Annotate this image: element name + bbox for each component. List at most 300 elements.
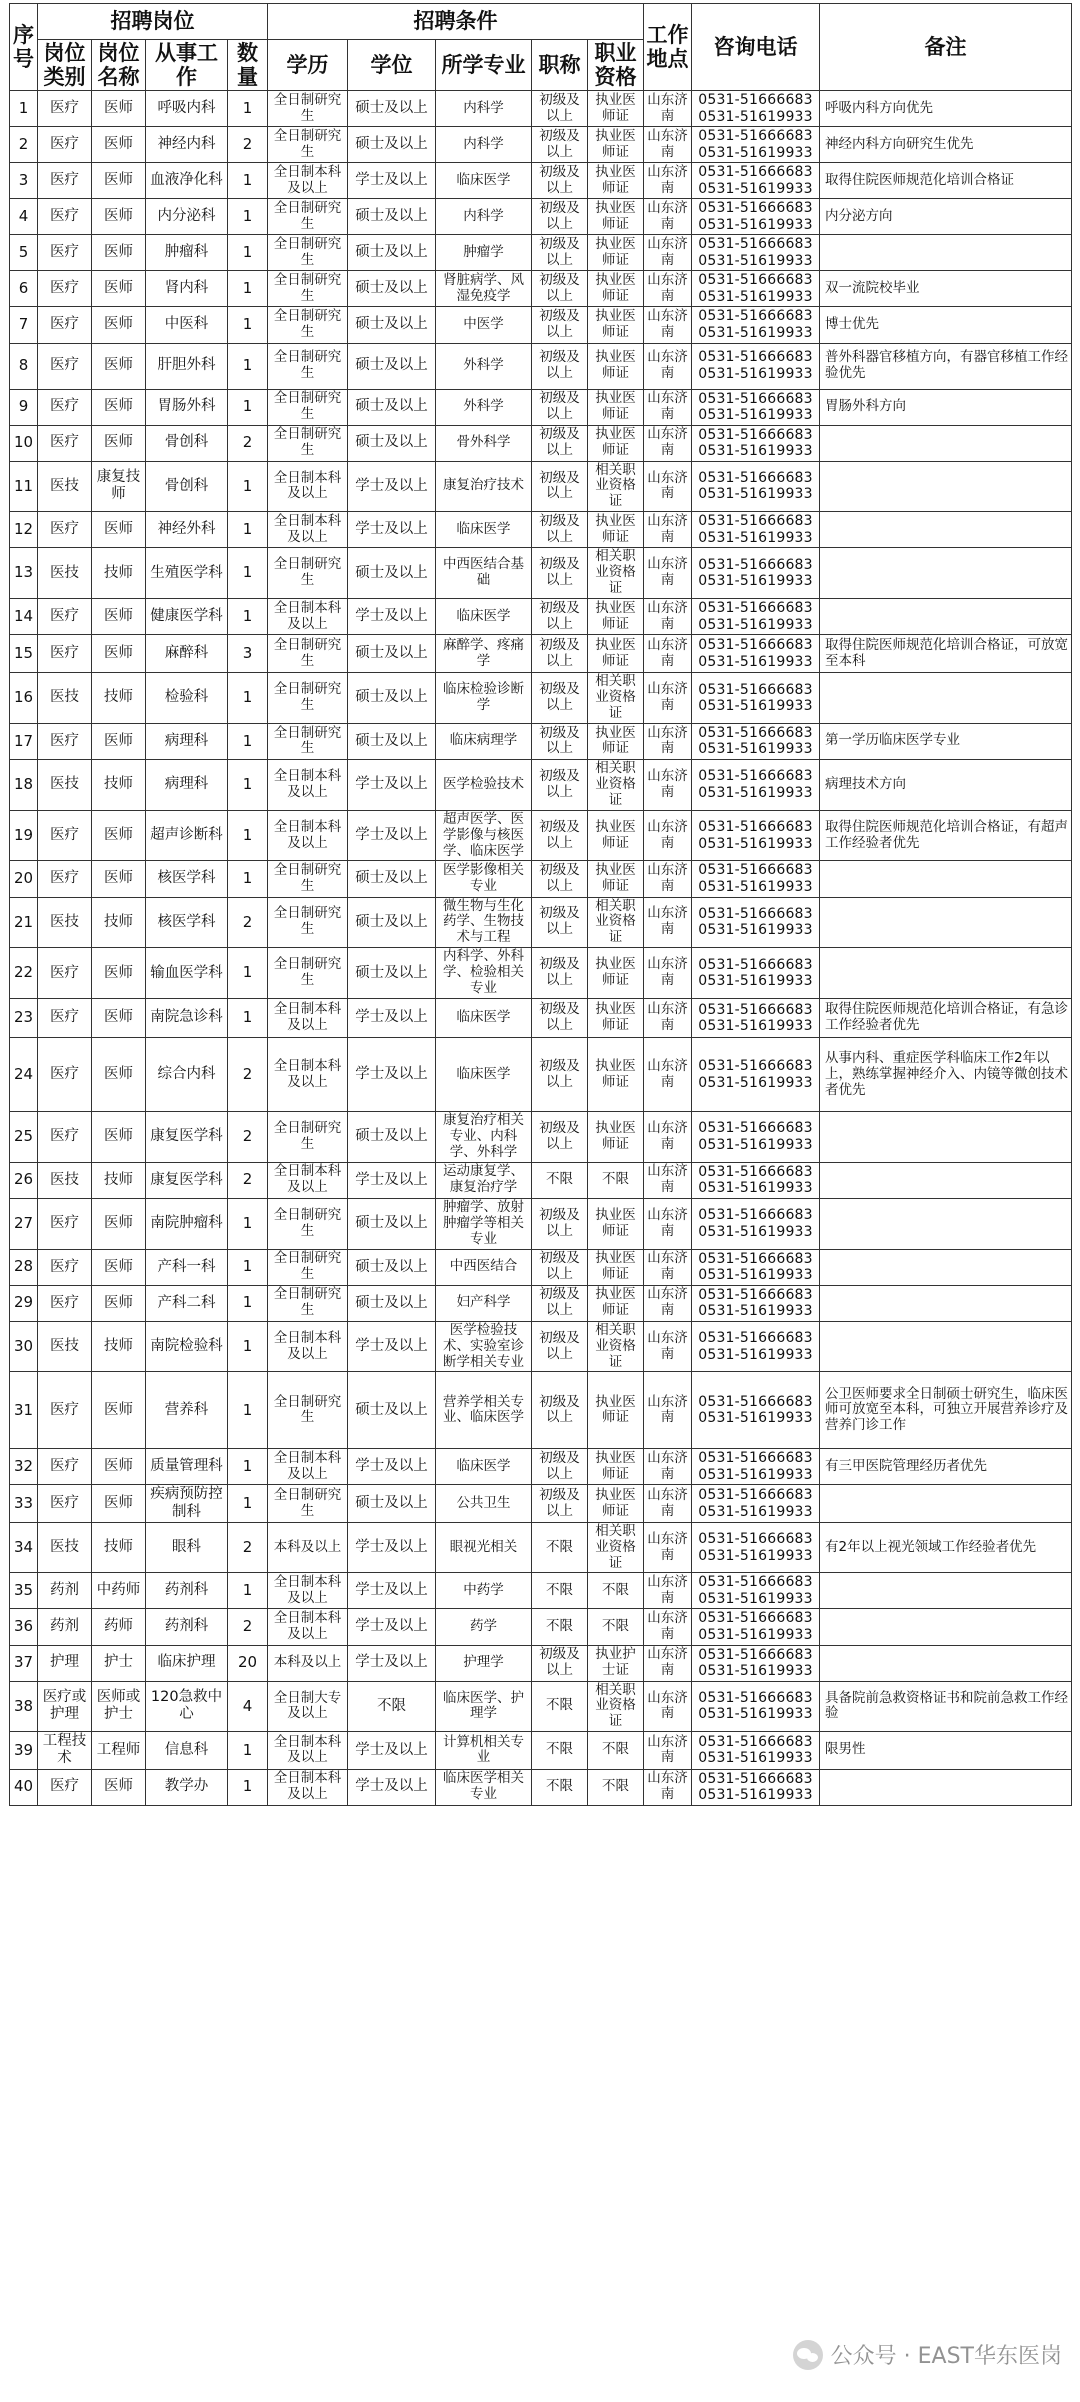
cell-edu: 全日制本科及以上 — [268, 759, 348, 810]
cell-degree: 硕士及以上 — [348, 235, 436, 271]
cell-category: 护理 — [38, 1645, 92, 1681]
cell-major: 护理学 — [436, 1645, 532, 1681]
cell-degree: 学士及以上 — [348, 759, 436, 810]
cell-post: 医师 — [92, 1249, 146, 1285]
cell-major: 中药学 — [436, 1573, 532, 1609]
cell-degree: 学士及以上 — [348, 1769, 436, 1805]
cell-edu: 全日制研究生 — [268, 127, 348, 163]
cell-edu: 全日制大专及以上 — [268, 1681, 348, 1732]
cell-seq: 25 — [10, 1112, 38, 1163]
cell-cert: 执业医师证 — [588, 389, 644, 425]
phone-line: 0531-51666683 — [698, 308, 813, 325]
cell-note — [820, 1249, 1072, 1285]
table-row — [10, 810, 1072, 861]
header-degree: 学位 — [348, 40, 436, 91]
cell-note — [820, 599, 1072, 635]
cell-count: 1 — [228, 163, 268, 199]
cell-title: 不限 — [532, 1769, 588, 1805]
cell-seq: 18 — [10, 759, 38, 810]
cell-count: 1 — [228, 1485, 268, 1522]
cell-location: 山东济南 — [644, 1522, 692, 1573]
cell-major: 眼视光相关 — [436, 1522, 532, 1573]
cell-title: 初级及以上 — [532, 635, 588, 673]
phone-line: 0531-51666683 — [698, 1689, 813, 1706]
phone-line: 0531-51666683 — [698, 200, 813, 217]
cell-count: 1 — [228, 1249, 268, 1285]
cell-major: 麻醉学、疼痛学 — [436, 635, 532, 673]
cell-dept: 康复医学科 — [146, 1112, 228, 1163]
phone-line: 0531-51619933 — [698, 1410, 813, 1427]
cell-note: 取得住院医师规范化培训合格证，有急诊工作经验者优先 — [820, 999, 1072, 1038]
table-row — [10, 1769, 1072, 1805]
cell-category: 医疗 — [38, 1112, 92, 1163]
cell-location: 山东济南 — [644, 1285, 692, 1321]
header-note: 备注 — [820, 4, 1072, 91]
cell-degree: 学士及以上 — [348, 599, 436, 635]
cell-dept: 核医学科 — [146, 861, 228, 897]
cell-location: 山东济南 — [644, 548, 692, 599]
cell-phone — [692, 673, 820, 724]
cell-degree: 学士及以上 — [348, 999, 436, 1038]
cell-seq: 16 — [10, 673, 38, 724]
cell-major: 公共卫生 — [436, 1485, 532, 1522]
cell-category: 医疗 — [38, 948, 92, 999]
phone-line: 0531-51619933 — [698, 922, 813, 939]
phone-line: 0531-51666683 — [698, 1393, 813, 1410]
cell-phone — [692, 1162, 820, 1198]
phone-line: 0531-51619933 — [698, 1223, 813, 1240]
cell-seq: 8 — [10, 343, 38, 389]
cell-seq: 11 — [10, 461, 38, 512]
cell-category: 医技 — [38, 1522, 92, 1573]
cell-note: 从事内科、重症医学科临床工作2年以上，熟练掌握神经介入、内镜等微创技术者优先 — [820, 1038, 1072, 1112]
cell-cert: 执业医师证 — [588, 1112, 644, 1163]
phone-line: 0531-51666683 — [698, 426, 813, 443]
cell-post: 医师或护士 — [92, 1681, 146, 1732]
phone-line: 0531-51666683 — [698, 1450, 813, 1467]
header-major: 所学专业 — [436, 40, 532, 91]
cell-edu: 全日制本科及以上 — [268, 1769, 348, 1805]
cell-note: 取得住院医师规范化培训合格证，可放宽至本科 — [820, 635, 1072, 673]
cell-edu: 本科及以上 — [268, 1645, 348, 1681]
cell-dept: 病理科 — [146, 759, 228, 810]
header-post-name: 岗位名称 — [92, 40, 146, 91]
cell-title: 初级及以上 — [532, 461, 588, 512]
cell-count: 2 — [228, 1609, 268, 1645]
cell-category: 医疗 — [38, 810, 92, 861]
phone-line: 0531-51666683 — [698, 1487, 813, 1504]
phone-line: 0531-51666683 — [698, 164, 813, 181]
cell-note: 病理技术方向 — [820, 759, 1072, 810]
cell-phone — [692, 599, 820, 635]
cell-note: 具备院前急救资格证书和院前急救工作经验 — [820, 1681, 1072, 1732]
table-row — [10, 861, 1072, 897]
cell-dept: 检验科 — [146, 673, 228, 724]
cell-note: 双一流院校毕业 — [820, 271, 1072, 307]
cell-category: 医疗 — [38, 999, 92, 1038]
cell-title: 初级及以上 — [532, 810, 588, 861]
cell-phone — [692, 548, 820, 599]
phone-line: 0531-51619933 — [698, 1303, 813, 1320]
cell-category: 医疗 — [38, 861, 92, 897]
cell-degree: 学士及以上 — [348, 1609, 436, 1645]
cell-post: 医师 — [92, 1285, 146, 1321]
cell-major: 妇产科学 — [436, 1285, 532, 1321]
cell-major: 外科学 — [436, 389, 532, 425]
cell-degree: 学士及以上 — [348, 512, 436, 548]
cell-count: 1 — [228, 599, 268, 635]
cell-category: 医疗 — [38, 307, 92, 343]
cell-category: 医疗 — [38, 1038, 92, 1112]
cell-edu: 全日制本科及以上 — [268, 1038, 348, 1112]
cell-note — [820, 512, 1072, 548]
phone-line: 0531-51619933 — [698, 288, 813, 305]
table-row — [10, 199, 1072, 235]
cell-degree: 硕士及以上 — [348, 723, 436, 759]
table-row — [10, 999, 1072, 1038]
cell-degree: 学士及以上 — [348, 461, 436, 512]
cell-title: 初级及以上 — [532, 723, 588, 759]
cell-degree: 硕士及以上 — [348, 127, 436, 163]
table-row — [10, 673, 1072, 724]
cell-dept: 神经外科 — [146, 512, 228, 548]
cell-phone — [692, 1573, 820, 1609]
phone-line: 0531-51619933 — [698, 443, 813, 460]
cell-edu: 全日制研究生 — [268, 1112, 348, 1163]
cell-major: 临床病理学 — [436, 723, 532, 759]
cell-location: 山东济南 — [644, 1249, 692, 1285]
cell-cert: 相关职业资格证 — [588, 548, 644, 599]
cell-dept: 产科二科 — [146, 1285, 228, 1321]
cell-major: 计算机相关专业 — [436, 1732, 532, 1769]
cell-location: 山东济南 — [644, 635, 692, 673]
cell-count: 1 — [228, 235, 268, 271]
cell-cert: 不限 — [588, 1573, 644, 1609]
header-phone: 咨询电话 — [692, 4, 820, 91]
cell-major: 临床医学 — [436, 512, 532, 548]
cell-dept: 综合内科 — [146, 1038, 228, 1112]
table-row — [10, 1609, 1072, 1645]
cell-cert: 执业医师证 — [588, 810, 644, 861]
cell-location: 山东济南 — [644, 861, 692, 897]
cell-degree: 硕士及以上 — [348, 1112, 436, 1163]
phone-line: 0531-51619933 — [698, 486, 813, 503]
cell-cert: 执业医师证 — [588, 91, 644, 127]
cell-edu: 全日制研究生 — [268, 199, 348, 235]
cell-count: 1 — [228, 1285, 268, 1321]
cell-post: 医师 — [92, 635, 146, 673]
cell-location: 山东济南 — [644, 810, 692, 861]
cell-location: 山东济南 — [644, 723, 692, 759]
cell-edu: 全日制本科及以上 — [268, 1609, 348, 1645]
cell-location: 山东济南 — [644, 948, 692, 999]
cell-seq: 3 — [10, 163, 38, 199]
cell-count: 1 — [228, 999, 268, 1038]
cell-post: 医师 — [92, 163, 146, 199]
phone-line: 0531-51619933 — [698, 529, 813, 546]
cell-title: 不限 — [532, 1609, 588, 1645]
cell-edu: 全日制研究生 — [268, 91, 348, 127]
phone-line: 0531-51666683 — [698, 272, 813, 289]
cell-seq: 9 — [10, 389, 38, 425]
cell-seq: 14 — [10, 599, 38, 635]
cell-category: 医疗 — [38, 163, 92, 199]
cell-post: 医师 — [92, 599, 146, 635]
cell-phone — [692, 999, 820, 1038]
phone-line: 0531-51666683 — [698, 390, 813, 407]
cell-category: 医疗 — [38, 1769, 92, 1805]
cell-edu: 全日制本科及以上 — [268, 461, 348, 512]
cell-seq: 10 — [10, 425, 38, 461]
cell-major: 临床医学 — [436, 599, 532, 635]
cell-dept: 输血医学科 — [146, 948, 228, 999]
cell-note: 胃肠外科方向 — [820, 389, 1072, 425]
cell-degree: 学士及以上 — [348, 1162, 436, 1198]
cell-post: 中药师 — [92, 1573, 146, 1609]
cell-category: 医疗 — [38, 425, 92, 461]
cell-cert: 执业医师证 — [588, 127, 644, 163]
cell-post: 医师 — [92, 1485, 146, 1522]
cell-category: 医疗 — [38, 1249, 92, 1285]
cell-cert: 执业医师证 — [588, 163, 644, 199]
phone-line: 0531-51666683 — [698, 128, 813, 145]
cell-edu: 全日制研究生 — [268, 343, 348, 389]
phone-line: 0531-51619933 — [698, 573, 813, 590]
cell-note: 有2年以上视光领域工作经验者优先 — [820, 1522, 1072, 1573]
cell-category: 医技 — [38, 759, 92, 810]
cell-post: 医师 — [92, 810, 146, 861]
phone-line: 0531-51619933 — [698, 324, 813, 341]
cell-location: 山东济南 — [644, 512, 692, 548]
cell-title: 初级及以上 — [532, 948, 588, 999]
cell-title: 初级及以上 — [532, 91, 588, 127]
phone-line: 0531-51619933 — [698, 784, 813, 801]
table-row — [10, 343, 1072, 389]
phone-line: 0531-51666683 — [698, 1207, 813, 1224]
cell-title: 初级及以上 — [532, 163, 588, 199]
cell-dept: 肾内科 — [146, 271, 228, 307]
phone-line: 0531-51666683 — [698, 1646, 813, 1663]
cell-count: 1 — [228, 271, 268, 307]
cell-note: 有三甲医院管理经历者优先 — [820, 1449, 1072, 1485]
phone-line: 0531-51619933 — [698, 1136, 813, 1153]
cell-count: 1 — [228, 1769, 268, 1805]
cell-dept: 信息科 — [146, 1732, 228, 1769]
cell-major: 中西医结合 — [436, 1249, 532, 1285]
table-row — [10, 1522, 1072, 1573]
cell-note: 取得住院医师规范化培训合格证 — [820, 163, 1072, 199]
cell-degree: 学士及以上 — [348, 1573, 436, 1609]
header-seq: 序号 — [10, 4, 38, 91]
phone-line: 0531-51666683 — [698, 349, 813, 366]
phone-line: 0531-51666683 — [698, 1531, 813, 1548]
cell-location: 山东济南 — [644, 1573, 692, 1609]
cell-phone — [692, 759, 820, 810]
cell-dept: 肝胆外科 — [146, 343, 228, 389]
cell-dept: 神经内科 — [146, 127, 228, 163]
phone-line: 0531-51619933 — [698, 1663, 813, 1680]
cell-post: 医师 — [92, 389, 146, 425]
table-row — [10, 635, 1072, 673]
phone-line: 0531-51619933 — [698, 216, 813, 233]
cell-cert: 相关职业资格证 — [588, 1522, 644, 1573]
cell-seq: 1 — [10, 91, 38, 127]
cell-note: 公卫医师要求全日制硕士研究生，临床医师可放宽至本科，可独立开展营养诊疗及营养门诊工作 — [820, 1372, 1072, 1449]
table-row — [10, 127, 1072, 163]
cell-count: 1 — [228, 948, 268, 999]
cell-location: 山东济南 — [644, 1112, 692, 1163]
table-row — [10, 91, 1072, 127]
cell-location: 山东济南 — [644, 1609, 692, 1645]
cell-post: 康复技师 — [92, 461, 146, 512]
cell-title: 初级及以上 — [532, 999, 588, 1038]
phone-line: 0531-51619933 — [698, 144, 813, 161]
cell-seq: 30 — [10, 1321, 38, 1372]
cell-degree: 硕士及以上 — [348, 897, 436, 948]
phone-line: 0531-51666683 — [698, 236, 813, 253]
cell-note — [820, 461, 1072, 512]
cell-location: 山东济南 — [644, 425, 692, 461]
cell-phone — [692, 1769, 820, 1805]
cell-seq: 12 — [10, 512, 38, 548]
cell-location: 山东济南 — [644, 1485, 692, 1522]
cell-major: 肿瘤学 — [436, 235, 532, 271]
cell-count: 1 — [228, 810, 268, 861]
phone-line: 0531-51666683 — [698, 637, 813, 654]
cell-major: 临床医学 — [436, 163, 532, 199]
cell-category: 医技 — [38, 897, 92, 948]
cell-title: 不限 — [532, 1681, 588, 1732]
cell-cert: 执业医师证 — [588, 307, 644, 343]
cell-edu: 全日制本科及以上 — [268, 512, 348, 548]
cell-major: 临床医学 — [436, 1038, 532, 1112]
cell-dept: 康复医学科 — [146, 1162, 228, 1198]
cell-dept: 南院检验科 — [146, 1321, 228, 1372]
cell-seq: 24 — [10, 1038, 38, 1112]
cell-count: 1 — [228, 861, 268, 897]
cell-location: 山东济南 — [644, 307, 692, 343]
cell-phone — [692, 1732, 820, 1769]
cell-category: 工程技术 — [38, 1732, 92, 1769]
table-row — [10, 1198, 1072, 1249]
cell-cert: 执业医师证 — [588, 1249, 644, 1285]
cell-seq: 15 — [10, 635, 38, 673]
cell-post: 医师 — [92, 1112, 146, 1163]
cell-title: 初级及以上 — [532, 548, 588, 599]
header-group-conditions: 招聘条件 — [268, 4, 644, 40]
cell-category: 医疗 — [38, 635, 92, 673]
cell-category: 医技 — [38, 461, 92, 512]
cell-dept: 营养科 — [146, 1372, 228, 1449]
cell-note — [820, 897, 1072, 948]
cell-edu: 全日制研究生 — [268, 1249, 348, 1285]
cell-degree: 硕士及以上 — [348, 199, 436, 235]
cell-note — [820, 1609, 1072, 1645]
cell-note — [820, 673, 1072, 724]
cell-location: 山东济南 — [644, 389, 692, 425]
cell-seq: 36 — [10, 1609, 38, 1645]
cell-dept: 超声诊断科 — [146, 810, 228, 861]
cell-cert: 相关职业资格证 — [588, 673, 644, 724]
cell-major: 临床医学 — [436, 999, 532, 1038]
cell-phone — [692, 91, 820, 127]
cell-dept: 病理科 — [146, 723, 228, 759]
cell-degree: 硕士及以上 — [348, 673, 436, 724]
cell-title: 初级及以上 — [532, 1038, 588, 1112]
cell-phone — [692, 1198, 820, 1249]
cell-phone — [692, 635, 820, 673]
cell-degree: 硕士及以上 — [348, 389, 436, 425]
cell-dept: 临床护理 — [146, 1645, 228, 1681]
cell-degree: 硕士及以上 — [348, 91, 436, 127]
cell-title: 初级及以上 — [532, 1249, 588, 1285]
cell-note — [820, 1198, 1072, 1249]
header-edu: 学历 — [268, 40, 348, 91]
cell-location: 山东济南 — [644, 1681, 692, 1732]
cell-degree: 硕士及以上 — [348, 425, 436, 461]
phone-line: 0531-51666683 — [698, 956, 813, 973]
cell-phone — [692, 810, 820, 861]
phone-line: 0531-51666683 — [698, 469, 813, 486]
cell-note — [820, 1573, 1072, 1609]
cell-edu: 全日制研究生 — [268, 1198, 348, 1249]
cell-count: 2 — [228, 1112, 268, 1163]
cell-edu: 全日制研究生 — [268, 271, 348, 307]
cell-major: 中西医结合基础 — [436, 548, 532, 599]
cell-edu: 全日制研究生 — [268, 635, 348, 673]
cell-post: 医师 — [92, 127, 146, 163]
cell-title: 初级及以上 — [532, 271, 588, 307]
cell-dept: 质量管理科 — [146, 1449, 228, 1485]
cell-post: 医师 — [92, 343, 146, 389]
phone-line: 0531-51666683 — [698, 905, 813, 922]
recruitment-table — [9, 3, 1072, 1806]
cell-post: 技师 — [92, 548, 146, 599]
cell-degree: 硕士及以上 — [348, 1372, 436, 1449]
cell-major: 内科学 — [436, 199, 532, 235]
cell-post: 医师 — [92, 723, 146, 759]
cell-degree: 硕士及以上 — [348, 861, 436, 897]
cell-post: 药师 — [92, 1609, 146, 1645]
cell-major: 临床医学相关专业 — [436, 1769, 532, 1805]
cell-category: 医疗 — [38, 512, 92, 548]
phone-line: 0531-51619933 — [698, 973, 813, 990]
cell-edu: 全日制研究生 — [268, 1285, 348, 1321]
cell-major: 药学 — [436, 1609, 532, 1645]
cell-phone — [692, 199, 820, 235]
table-row — [10, 1112, 1072, 1163]
table-row — [10, 548, 1072, 599]
cell-dept: 内分泌科 — [146, 199, 228, 235]
cell-phone — [692, 1285, 820, 1321]
cell-count: 1 — [228, 307, 268, 343]
cell-edu: 全日制研究生 — [268, 897, 348, 948]
table-row — [10, 1372, 1072, 1449]
cell-edu: 本科及以上 — [268, 1522, 348, 1573]
cell-cert: 执业医师证 — [588, 343, 644, 389]
cell-dept: 120急救中心 — [146, 1681, 228, 1732]
cell-title: 初级及以上 — [532, 1112, 588, 1163]
table-row — [10, 307, 1072, 343]
table-row — [10, 948, 1072, 999]
cell-dept: 产科一科 — [146, 1249, 228, 1285]
table-header — [10, 4, 1072, 91]
cell-post: 技师 — [92, 673, 146, 724]
cell-cert: 执业医师证 — [588, 235, 644, 271]
cell-location: 山东济南 — [644, 271, 692, 307]
cell-post: 医师 — [92, 199, 146, 235]
cell-major: 营养学相关专业、临床医学 — [436, 1372, 532, 1449]
